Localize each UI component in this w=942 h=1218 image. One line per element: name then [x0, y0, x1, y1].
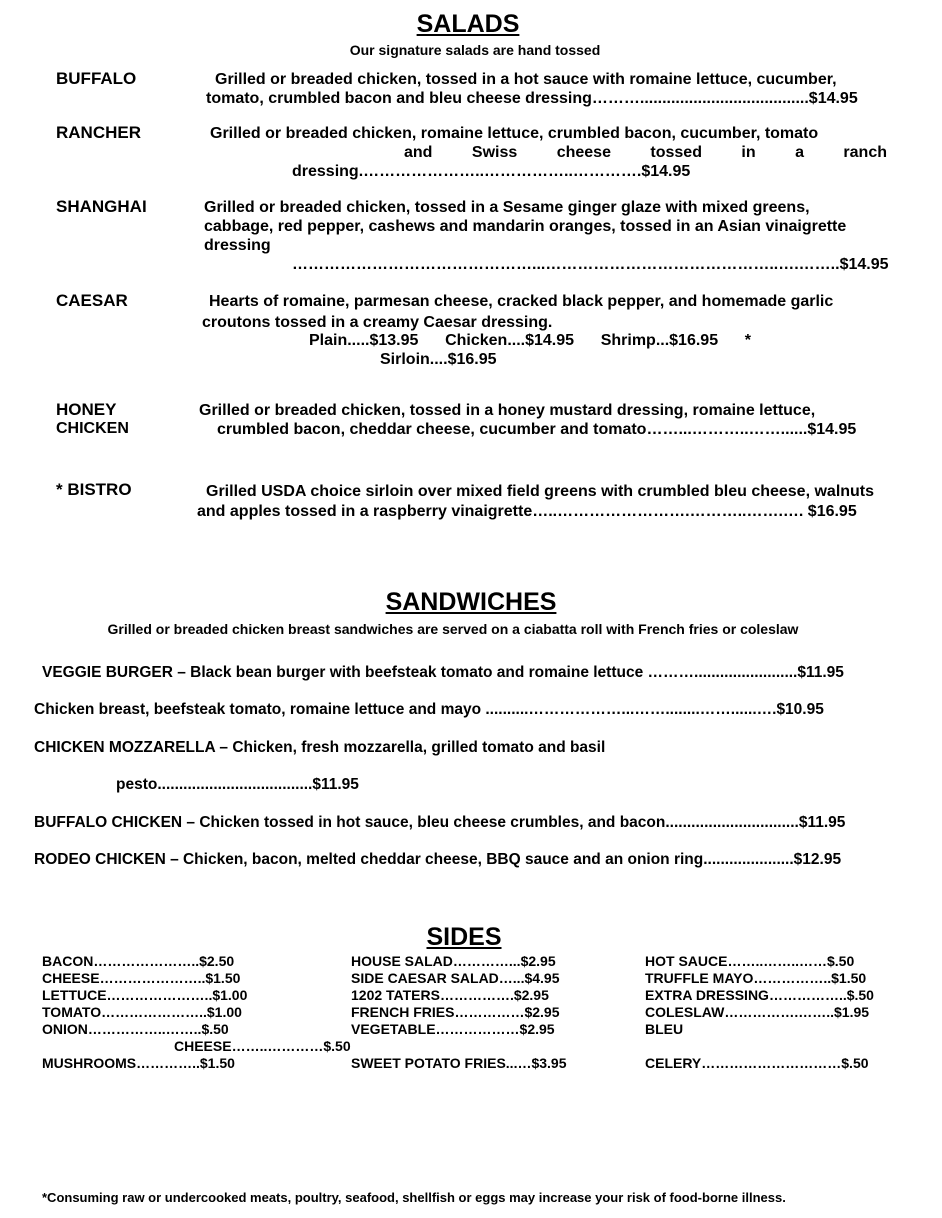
caesar-sirloin-price: Sirloin....$16.95: [380, 351, 497, 368]
salad-desc-line: and apples tossed in a raspberry vinaigrette…..…………………….………..…….…. $16.95: [197, 503, 857, 520]
sandwich-item: VEGGIE BURGER – Black bean burger with beefsteak tomato and romaine lettuce ………........................$11.95: [42, 664, 844, 681]
side-item: CHEESE…………………..$1.50: [42, 970, 241, 986]
salad-name-honey-chicken: CHICKEN: [56, 420, 129, 437]
salad-desc-line: Grilled or breaded chicken, tossed in a Sesame ginger glaze with mixed greens,: [204, 199, 810, 216]
sandwich-item: CHICKEN MOZZARELLA – Chicken, fresh mozzarella, grilled tomato and basil: [34, 739, 606, 756]
salads-subtitle: Our signature salads are hand tossed: [349, 42, 601, 58]
side-item: COLESLAW…………….……..$1.95: [645, 1004, 870, 1020]
salad-desc-line: and Swiss cheese tossed in a ranch: [404, 144, 887, 161]
sandwich-item-continued: pesto....................................$11.95: [116, 776, 359, 793]
salad-desc-line: Grilled or breaded chicken, tossed in a hot sauce with romaine lettuce, cucumber,: [215, 71, 837, 88]
salad-desc-line: Grilled or breaded chicken, tossed in a honey mustard dressing, romaine lettuce,: [199, 402, 816, 419]
salad-name-rancher: RANCHER: [56, 123, 141, 142]
side-item: TOMATO…………………..$1.00: [42, 1004, 242, 1020]
salad-desc-line: dressing: [204, 237, 271, 254]
side-item: SWEET POTATO FRIES...…$3.95: [351, 1055, 567, 1071]
salad-desc-line: ………………………………………...……………………………………..….……..$14.95: [292, 256, 889, 273]
side-item: BACON…………………..$2.50: [42, 953, 235, 969]
salad-desc-line: Grilled USDA choice sirloin over mixed field greens with crumbled bleu cheese, walnuts: [206, 483, 875, 500]
side-item: HOT SAUCE……..……..……$.50: [645, 953, 855, 969]
sides-heading: SIDES: [426, 923, 502, 951]
salad-name-shanghai: SHANGHAI: [56, 197, 147, 216]
side-item: TRUFFLE MAYO……………..$1.50: [645, 970, 867, 986]
sandwich-item: Chicken breast, beefsteak tomato, romaine lettuce and mayo ..........………………...……........……......….$10.95: [34, 701, 824, 718]
sandwich-item: RODEO CHICKEN – Chicken, bacon, melted cheddar cheese, BBQ sauce and an onion ring.....................$12.95: [34, 851, 842, 868]
salad-name-buffalo: BUFFALO: [56, 69, 137, 88]
sandwiches-heading: SANDWICHES: [385, 588, 557, 616]
side-item: BLEU: [645, 1021, 684, 1037]
salad-name-bistro: * BISTRO: [56, 480, 132, 499]
side-item: EXTRA DRESSING……………..$.50: [645, 987, 874, 1003]
side-item-bleu-cheese: CHEESE……..…………$.50: [174, 1038, 351, 1054]
side-item: LETTUCE…………………..$1.00: [42, 987, 248, 1003]
side-item: CELERY…………………………$.50: [645, 1055, 869, 1071]
salad-name-honey: HONEY: [56, 400, 117, 419]
side-item: FRENCH FRIES……………$2.95: [351, 1004, 560, 1020]
side-item: VEGETABLE………………$2.95: [351, 1021, 555, 1037]
salad-desc-line: crumbled bacon, cheddar cheese, cucumber and tomato……...………..……......$14.95: [217, 421, 857, 438]
salad-desc-line: Hearts of romaine, parmesan cheese, cracked black pepper, and homemade garlic: [209, 293, 834, 310]
salad-desc-line: croutons tossed in a creamy Caesar dressing.: [202, 314, 553, 331]
side-item: HOUSE SALAD…………...$2.95: [351, 953, 556, 969]
salad-desc-line: tomato, crumbled bacon and bleu cheese dressing………......................................$14.95: [206, 90, 858, 107]
side-item: 1202 TATERS…………….$2.95: [351, 987, 549, 1003]
side-item: SIDE CAESAR SALAD…...$4.95: [351, 970, 560, 986]
sandwiches-subtitle: Grilled or breaded chicken breast sandwiches are served on a ciabatta roll with French fries or coleslaw: [107, 621, 799, 637]
side-item: ONION……………..……..$.50: [42, 1021, 229, 1037]
sandwich-item: BUFFALO CHICKEN – Chicken tossed in hot sauce, bleu cheese crumbles, and bacon...............................$11.95: [34, 814, 846, 831]
side-item: MUSHROOMS…………..$1.50: [42, 1055, 235, 1071]
salad-desc-line: cabbage, red pepper, cashews and mandarin oranges, tossed in an Asian vinaigrette: [204, 218, 847, 235]
food-safety-footnote: *Consuming raw or undercooked meats, poultry, seafood, shellfish or eggs may increase your risk of food-borne illness.: [42, 1190, 786, 1205]
salad-name-caesar: CAESAR: [56, 291, 128, 310]
salad-desc-line: dressing.…………………..……………..………….$14.95: [292, 163, 691, 180]
salad-desc-line: Grilled or breaded chicken, romaine lettuce, crumbled bacon, cucumber, tomato: [210, 125, 819, 142]
salads-heading: SALADS: [416, 10, 520, 38]
caesar-price-options: Plain.....$13.95 Chicken....$14.95 Shrimp...$16.95 *: [309, 332, 751, 349]
